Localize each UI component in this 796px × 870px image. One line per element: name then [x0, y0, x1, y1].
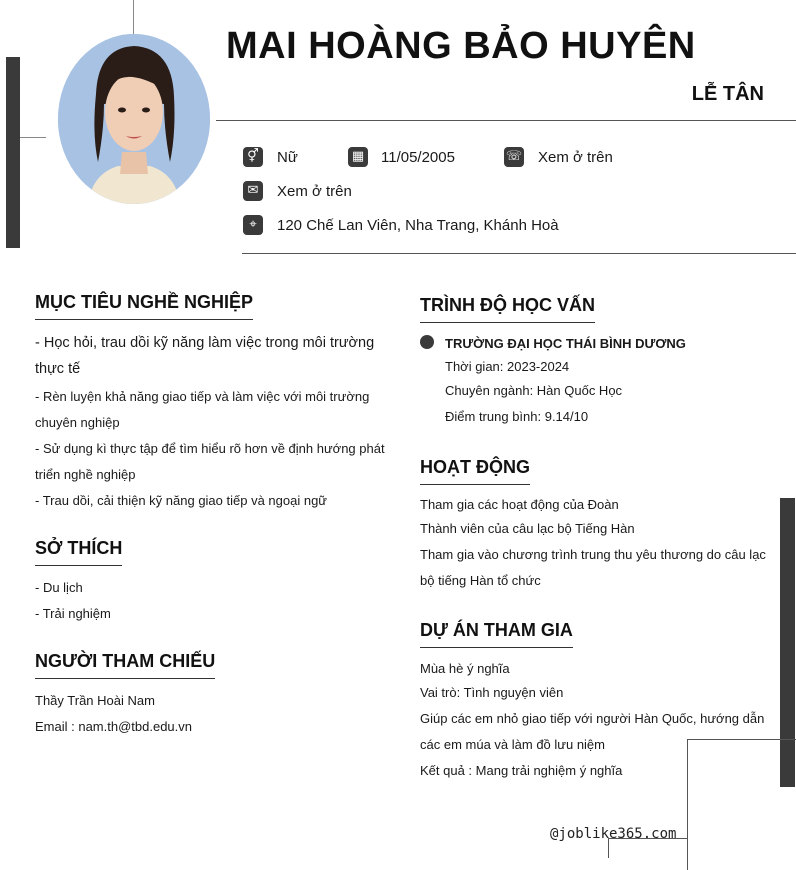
- education-heading: TRÌNH ĐỘ HỌC VẤN: [420, 295, 595, 323]
- project-line: các em múa và làm đồ lưu niệm: [420, 737, 605, 752]
- bullet-icon: [420, 335, 434, 349]
- reference-name: Thầy Trần Hoài Nam: [35, 693, 155, 708]
- education-major: Chuyên ngành: Hàn Quốc Học: [445, 383, 623, 398]
- email-value: Xem ở trên: [277, 183, 352, 200]
- project-line: Giúp các em nhỏ giao tiếp với người Hàn Quốc, hướng dẫn: [420, 711, 765, 726]
- hobby-item: - Trải nghiệm: [35, 606, 111, 621]
- project-line: Kết quả : Mang trải nghiệm ý nghĩa: [420, 763, 623, 778]
- hobby-item: - Du lịch: [35, 580, 83, 595]
- objective-line: chuyên nghiệp: [35, 415, 120, 430]
- objective-line: triển nghề nghiệp: [35, 467, 136, 482]
- activity-line: bộ tiếng Hàn tổ chức: [420, 573, 541, 588]
- divider: [242, 253, 796, 254]
- reference-email: Email : nam.th@tbd.edu.vn: [35, 719, 192, 734]
- activity-line: Tham gia vào chương trình trung thu yêu thương do câu lạc: [420, 547, 766, 562]
- dob-value: 11/05/2005: [381, 149, 455, 166]
- decorative-line: [20, 137, 46, 138]
- education-time: Thời gian: 2023-2024: [445, 359, 570, 374]
- activity-line: Thành viên của câu lạc bộ Tiếng Hàn: [420, 521, 635, 536]
- avatar: [58, 34, 210, 204]
- education-gpa: Điểm trung bình: 9.14/10: [445, 409, 589, 424]
- gender-icon: ⚥: [243, 147, 263, 167]
- job-title: LỄ TÂN: [691, 83, 764, 105]
- mail-icon: ✉: [243, 181, 263, 201]
- hobbies-heading: SỞ THÍCH: [35, 538, 122, 566]
- divider: [216, 120, 796, 121]
- phone-value: Xem ở trên: [538, 149, 613, 166]
- watermark-text: @joblike365.com: [550, 826, 677, 842]
- gender-value: Nữ: [277, 149, 298, 166]
- projects-heading: DỰ ÁN THAM GIA: [420, 620, 573, 648]
- school-name: TRƯỜNG ĐẠI HỌC THÁI BÌNH DƯƠNG: [445, 336, 686, 351]
- objective-heading: MỤC TIÊU NGHỀ NGHIỆP: [35, 292, 253, 320]
- project-line: Mùa hè ý nghĩa: [420, 661, 510, 676]
- decorative-frame: [687, 739, 796, 870]
- activities-heading: HOẠT ĐỘNG: [420, 457, 530, 485]
- phone-icon: ☏: [504, 147, 524, 167]
- full-name: MAI HOÀNG BẢO HUYÊN: [226, 25, 696, 67]
- decorative-left-bar: [6, 57, 20, 248]
- location-pin-icon: ⌖: [243, 215, 263, 235]
- objective-line: - Rèn luyện khả năng giao tiếp và làm việc với môi trường: [35, 389, 370, 404]
- objective-line: thực tế: [35, 361, 81, 377]
- objective-line: - Học hỏi, trau dồi kỹ năng làm việc trong môi trường: [35, 335, 375, 351]
- portrait-photo: [58, 34, 210, 204]
- activity-line: Tham gia các hoạt động của Đoàn: [420, 497, 619, 512]
- reference-heading: NGƯỜI THAM CHIẾU: [35, 651, 215, 679]
- objective-line: - Trau dồi, cải thiện kỹ năng giao tiếp và ngoại ngữ: [35, 493, 327, 508]
- address-value: 120 Chế Lan Viên, Nha Trang, Khánh Hoà: [277, 217, 559, 234]
- calendar-icon: ▦: [348, 147, 368, 167]
- objective-line: - Sử dụng kì thực tập để tìm hiểu rõ hơn về định hướng phát: [35, 441, 385, 456]
- project-line: Vai trò: Tình nguyện viên: [420, 685, 564, 700]
